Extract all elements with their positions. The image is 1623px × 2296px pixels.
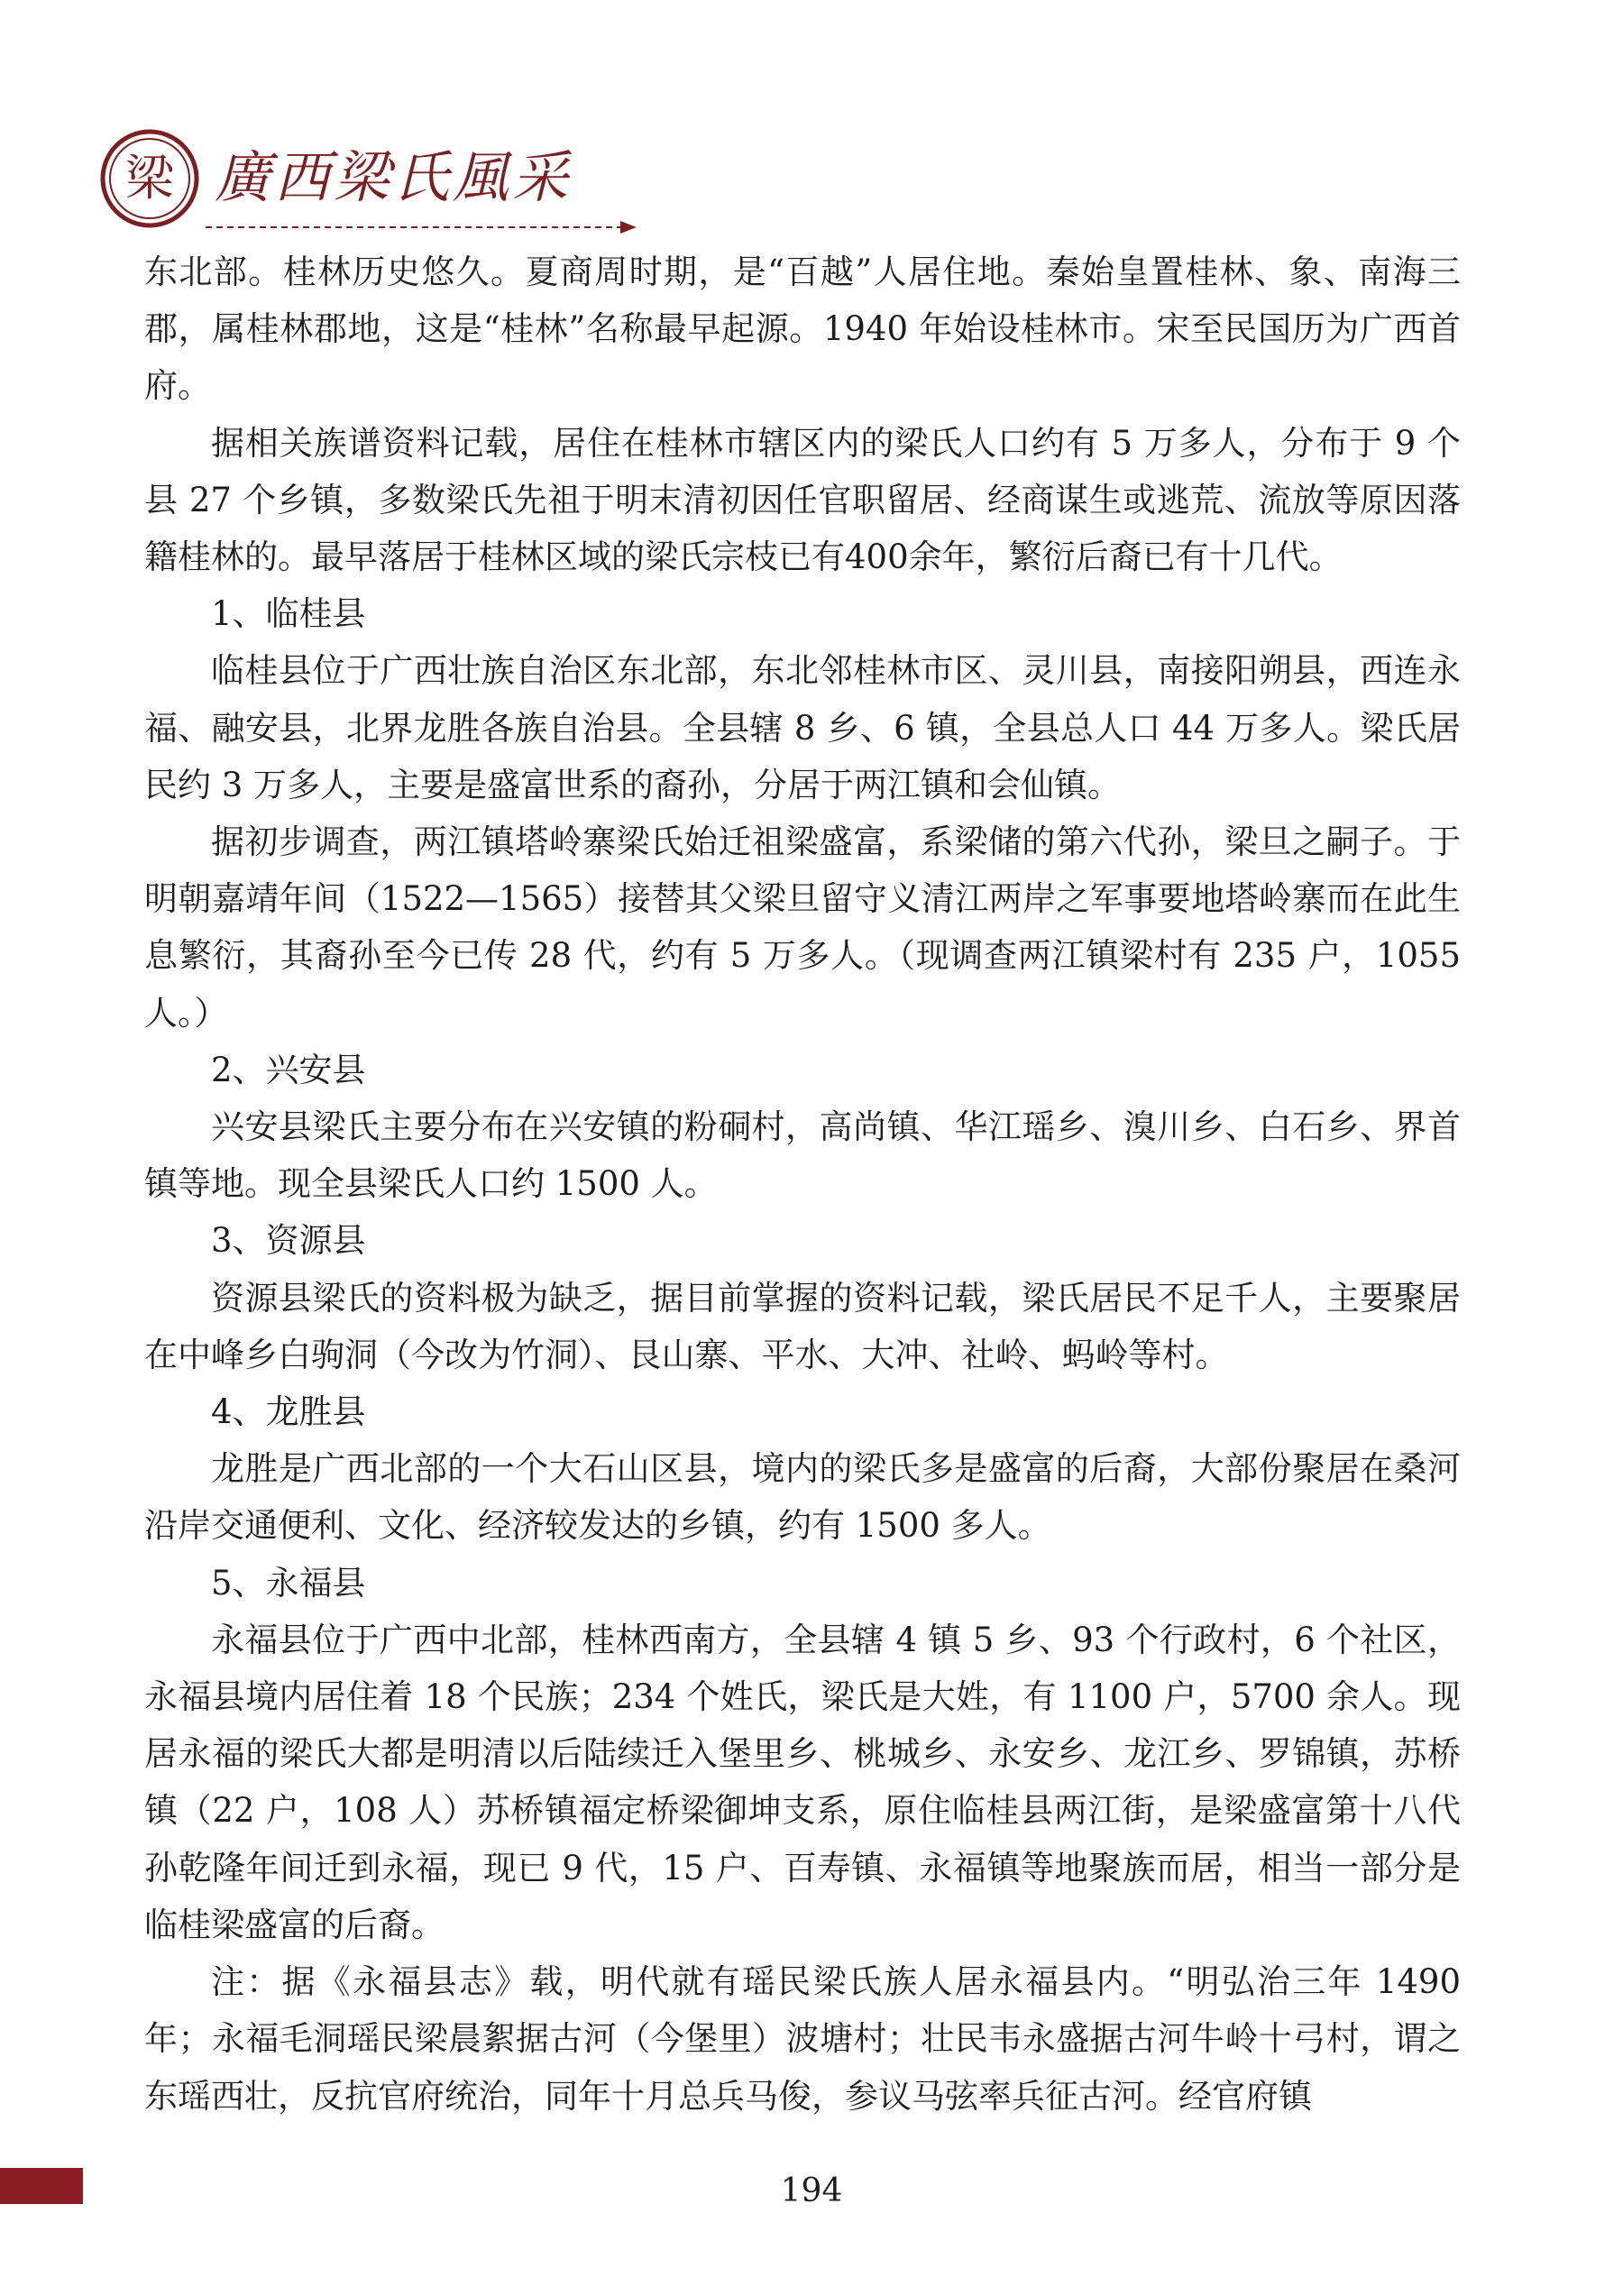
paragraph: 临桂县位于广西壮族自治区东北部，东北邻桂林市区、灵川县，南接阳朔县，西连永福、融安县，北界龙胜各族自治县。全县辖 8 乡、6 镇，全县总人口 44 万多人。梁氏居民约 3 万多人，主要是盛富世系的裔孙，分居于两江镇和会仙镇。: [144, 651, 1461, 804]
section-heading-longsheng: 4、龙胜县: [211, 1392, 366, 1432]
paragraph: 龙胜是广西北部的一个大石山区县，境内的梁氏多是盛富的后裔，大部份聚居在桑河沿岸交通便利、文化、经济较发达的乡镇，约有 1500 多人。: [144, 1449, 1461, 1546]
book-title: 廣西梁氏風采: [215, 144, 573, 210]
paragraph-note: 注：据《永福县志》载，明代就有瑶民梁氏族人居永福县内。“明弘治三年 1490 年；永福毛洞瑶民梁晨絮据古河（今堡里）波塘村；壮民韦永盛据古河牛岭十弓村，谓之东瑶西壮，反抗官府统治，同年十月总兵马俊，参议马弦率兵征古河。经官府镇: [144, 1962, 1461, 2116]
seal-logo-icon: [99, 128, 200, 229]
paragraph: 永福县位于广西中北部，桂林西南方，全县辖 4 镇 5 乡、93 个行政村，6 个社区，永福县境内居住着 18 个民族；234 个姓氏，梁氏是大姓，有 1100 户，5700 余人。现居永福的梁氏大都是明清以后陆续迁入堡里乡、桃城乡、永安乡、龙江乡、罗锦镇，苏桥镇（22 户，108 人）苏桥镇福定桥梁御坤支系，原住临桂县两江街，是梁盛富第十八代孙乾隆年间迁到永福，现已 9 代，15 户、百寿镇、永福镇等地聚族而居，相当一部分是临桂梁盛富的后裔。: [144, 1620, 1461, 1944]
paragraph: 资源县梁氏的资料极为缺乏，据目前掌握的资料记载，梁氏居民不足千人，主要聚居在中峰乡白驹洞（今改为竹洞）、艮山寨、平水、大冲、社岭、蚂岭等村。: [144, 1278, 1461, 1374]
seal-character: 梁: [125, 150, 174, 207]
paragraph: 据初步调查，两江镇塔岭寨梁氏始迁祖梁盛富，系梁储的第六代孙，梁旦之嗣子。于明朝嘉靖年间（1522—1565）接替其父梁旦留守义清江两岸之军事要地塔岭寨而在此生息繁衍，其裔孙至今已传 28 代，约有 5 万多人。（现调查两江镇梁村有 235 户，1055 人。）: [144, 822, 1461, 1033]
page-number: 194: [780, 2172, 843, 2209]
paragraph: 兴安县梁氏主要分布在兴安镇的粉硐村，高尚镇、华江瑶乡、溴川乡、白石乡、界首镇等地。现全县梁氏人口约 1500 人。: [144, 1107, 1461, 1204]
section-heading-lingui: 1、临桂县: [211, 594, 366, 634]
body-text: [144, 243, 1461, 2125]
section-heading-xingan: 2、兴安县: [211, 1050, 366, 1089]
page-header: [99, 128, 573, 245]
section-heading-yongfu: 5、永福县: [211, 1563, 366, 1603]
section-heading-ziyuan: 3、资源县: [211, 1221, 366, 1261]
title-underline-arrow-icon: [206, 218, 638, 236]
paragraph-continued: 东北部。桂林历史悠久。夏商周时期，是“百越”人居住地。秦始皇置桂林、象、南海三郡，属桂林郡地，这是“桂林”名称最早起源。1940 年始设桂林市。宋至民国历为广西首府。: [144, 253, 1461, 406]
paragraph: 据相关族谱资料记载，居住在桂林市辖区内的梁氏人口约有 5 万多人，分布于 9 个县 27 个乡镇，多数梁氏先祖于明末清初因任官职留居、经商谋生或逃荒、流放等原因落籍桂林的。最早落居于桂林区域的梁氏宗枝已有400余年，繁衍后裔已有十几代。: [144, 423, 1461, 577]
